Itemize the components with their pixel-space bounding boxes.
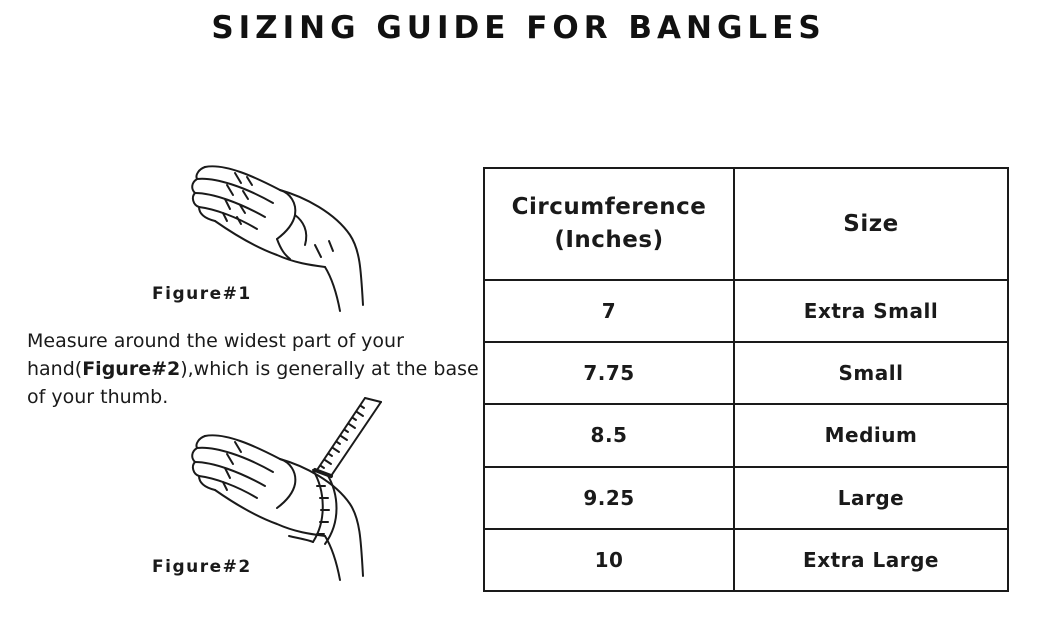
table-row [484,404,1008,466]
size-cell: Medium [734,404,1008,466]
table-row [484,280,1008,342]
figure1-label: Figure#1 [152,284,252,304]
table-row [484,342,1008,404]
table-row [484,529,1008,591]
instructions-emphasis: Figure#2 [82,358,181,380]
size-cell: Large [734,467,1008,529]
figure2-label: Figure#2 [152,557,252,577]
circumference-cell: 7 [484,280,734,342]
table-header-row [484,168,1008,280]
instructions-part1: Measure around the widest part of your hand( [27,330,404,380]
header-size: Size [734,168,1008,280]
header-circumference-line2: (Inches) [554,227,664,253]
size-cell: Extra Small [734,280,1008,342]
table-row [484,467,1008,529]
header-circumference-line1: Circumference [511,194,707,220]
circumference-cell: 10 [484,529,734,591]
instructions-part2: ),which is generally at the base of your thumb. [27,358,479,408]
circumference-cell: 9.25 [484,467,734,529]
circumference-cell: 7.75 [484,342,734,404]
size-cell: Extra Large [734,529,1008,591]
sizing-table [483,167,1009,592]
circumference-cell: 8.5 [484,404,734,466]
header-circumference [484,168,734,280]
size-cell: Small [734,342,1008,404]
page-title: SIZING GUIDE FOR BANGLES [211,10,826,46]
hand-measuring-tape-icon [185,390,400,582]
